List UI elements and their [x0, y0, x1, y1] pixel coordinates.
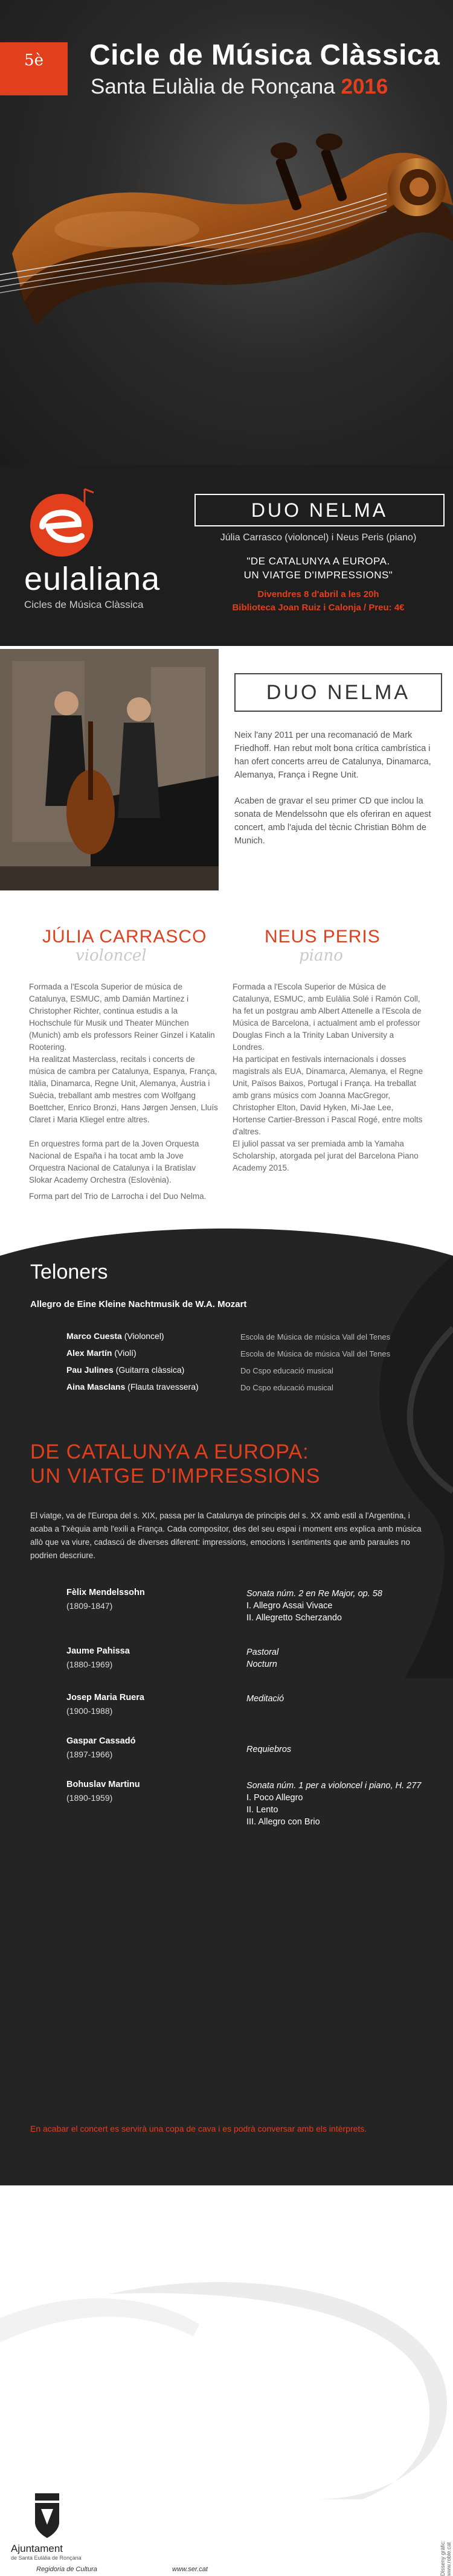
teloner-row: [66, 1331, 164, 1341]
teloner-school: Do Cspo educació musical: [240, 1383, 333, 1392]
hero-year: 2016: [341, 75, 388, 98]
teloner-row: [66, 1365, 184, 1375]
composer-dates: (1809-1847): [66, 1601, 113, 1611]
work-title: Pastoral: [246, 1648, 279, 1657]
neus-instrument: piano: [299, 947, 343, 965]
julia-name: JÚLIA CARRASCO: [42, 927, 207, 947]
teloner-name: Pau Julines: [66, 1365, 114, 1375]
teloner-school: Do Cspo educació musical: [240, 1366, 333, 1375]
work-movement: I. Allegro Assai Vivace: [246, 1601, 333, 1611]
concert-title: [194, 554, 442, 582]
regidoria-cultura: Regidoria de Cultura: [36, 2566, 97, 2573]
neus-bio-2: Ha participat en festivals internacionals i dosses magistrals als EUA, Dinamarca, Alemanya, el Regne Unit, Països Baixos, Portugal i França. Ha treballat amb grans músics com Joanna MacGregor, Christopher Elton, David Hyken, Mi-Jae Lee, Hortense Cartier-Bresson i Pascal Rogé, entre molts d'altres.: [233, 1055, 423, 1136]
teloner-instrument: (Violí): [114, 1348, 137, 1358]
julia-bio-4: Forma part del Trio de Larrocha i del Duo Nelma.: [29, 1192, 207, 1201]
teloner-instrument: (Violoncel): [124, 1331, 164, 1341]
neus-name: NEUS PERIS: [265, 927, 381, 947]
ajuntament-sub: de Santa Eulàlia de Ronçana: [11, 2555, 82, 2561]
intro-paragraph-2: Acaben de gravar el seu primer CD que inclou la sonata de Mendelssohn que els oferiran en aquest concert, amb l'ajuda del tècnic Christian Böhm de Munich.: [234, 796, 431, 846]
work-title: Sonata núm. 1 per a violoncel i piano, H. 277: [246, 1781, 422, 1791]
teloner-name: Aina Masclans: [66, 1382, 126, 1392]
intro-paragraph-1: Neix l'any 2011 per una recomanació de Mark Friedhoff. Han rebut molt bona crítica cambrística i han ofert concerts arreu de Catalunya, Dinamarca, Alemanya, França i Regne Unit.: [234, 730, 431, 780]
work-movement: II. Lento: [246, 1805, 278, 1815]
composer-name: Josep Maria Ruera: [66, 1693, 144, 1702]
work-details: [246, 1780, 421, 1828]
julia-bio-3: En orquestres forma part de la Joven Orquesta Nacional de España i ha tocat amb la Jove Orquestra Nacional de Catalunya i la Bratislav Slokar Academy Orchestra (Eslovènia).: [29, 1139, 199, 1184]
edition-number: 5: [24, 51, 34, 69]
work-title: Requiebros: [246, 1745, 292, 1754]
design-credit: Disseny gràfic: www.roble.cat: [440, 2540, 452, 2576]
program-title-line-1: DE CATALUNYA A EUROPA:: [30, 1440, 309, 1463]
work-movement: III. Allegro con Brio: [246, 1817, 320, 1827]
website-link[interactable]: www.ser.cat: [172, 2566, 208, 2573]
julia-instrument: violoncel: [76, 947, 147, 965]
neus-bio-1: Formada a l'Escola Superior de Música de Catalunya, ESMUC, amb Eulàlia Solé i Ramón Coll, ha fet un postgrau amb Albert Attenelle a l'Escola de Música de Barcelona, i actualment amb el professor Douglas Finch a la Trinity Laban University a Londres.: [233, 982, 422, 1052]
teloner-name: Alex Martín: [66, 1348, 112, 1358]
composer-name: Jaume Pahissa: [66, 1646, 130, 1656]
julia-bio-1: Formada a l'Escola Superior de música de Catalunya, ESMUC, amb Damián Martínez i Christopher Richter, continua estudis a la Hochschule für Musik und Theater München (Munich) amb els professors Reiner Ginzel i Katalin Rootering.: [29, 982, 215, 1052]
teloners-work: Allegro de Eine Kleine Nachtmusik de W.A. Mozart: [30, 1299, 247, 1309]
composer-dates: (1880-1969): [66, 1660, 113, 1669]
teloners-title: Teloners: [30, 1261, 108, 1283]
teloner-instrument: (Guitarra clàssica): [115, 1365, 185, 1375]
teloner-row: [66, 1348, 137, 1358]
decorative-swirl-icon: [0, 2270, 453, 2499]
intro-heading-box: DUO NELMA: [234, 673, 442, 712]
work-movement: Nocturn: [246, 1660, 277, 1669]
work-movement: II. Allegretto Scherzando: [246, 1613, 342, 1623]
work-details: [246, 1693, 284, 1705]
program-intro: El viatge, va de l'Europa del s. XIX, passa per la Catalunya de principis del s. XX amb estil a l'Argentina, i acaba a Txèquia amb l'exili a França. Cada compositor, des del seu espai i moment ens explica amb música allò que va viure, cadascú de diverses diferent: impressions, emocions i sentiments que amb paraules no podrien descriure.: [30, 1511, 422, 1560]
ajuntament-name: Ajuntament: [11, 2543, 63, 2554]
concert-title-line-2: UN VIATGE D'IMPRESSIONS": [243, 569, 393, 581]
edition-badge: [0, 42, 68, 95]
teloner-instrument: (Flauta travessera): [127, 1382, 199, 1392]
logo-name: eulaliana: [24, 561, 161, 597]
composer-name: Gaspar Cassadó: [66, 1736, 136, 1746]
work-movement: I. Poco Allegro: [246, 1793, 303, 1803]
teloner-row: [66, 1382, 199, 1392]
eulaliana-logo-icon: [24, 483, 103, 558]
work-title: Meditació: [246, 1694, 284, 1704]
composer-dates: (1890-1959): [66, 1793, 113, 1803]
program-section: [0, 1256, 453, 2185]
teloner-school: Escola de Música de música Vall del Tenes: [240, 1349, 391, 1358]
teloner-name: Marco Cuesta: [66, 1331, 122, 1341]
work-details: [246, 1588, 382, 1624]
logo-tagline: Cicles de Música Clàssica: [24, 599, 144, 610]
concert-venue-price: Biblioteca Joan Ruiz i Calonja / Preu: 4€: [232, 602, 405, 613]
composer-dates: (1900-1988): [66, 1706, 113, 1716]
hero-banner: [0, 0, 453, 465]
hero-subtitle: [91, 75, 447, 99]
teloner-school: Escola de Música de música Vall del Tenes: [240, 1332, 391, 1341]
coat-of-arms-icon: [29, 2493, 65, 2542]
composer-dates: (1897-1966): [66, 1750, 113, 1759]
hero-title: Cicle de Música Clàssica: [89, 39, 440, 71]
composer-name: Bohuslav Martinu: [66, 1780, 140, 1789]
program-title-line-2: UN VIATGE D'IMPRESSIONS: [30, 1465, 321, 1488]
work-details: [246, 1646, 278, 1670]
concert-date-venue: [194, 588, 442, 615]
hero-subtitle-town: Santa Eulàlia de Ronçana: [91, 75, 335, 98]
work-details: [246, 1743, 291, 1756]
group-name-box: DUO NELMA: [194, 494, 445, 526]
decorative-arc: [0, 1213, 453, 1256]
neus-bio-3: El juliol passat va ser premiada amb la Yamaha Scholarship, atorgada pel jurat del Barcelona Piano Academy 2015.: [233, 1139, 419, 1172]
concert-title-line-1: "DE CATALUNYA A EUROPA.: [246, 555, 390, 567]
composer-name: Fèlix Mendelssohn: [66, 1588, 145, 1597]
julia-bio-2: Ha realitzat Masterclass, recitals i concerts de música de cambra per Catalunya, Espanya, França, Itàlia, Dinamarca, Regne Unit, Alemanya, Àustria i Suècia, treballant amb mestres com Wolfgang Boettcher, Enrico Bronzi, Hans Jørgen Jensen, Lluís Claret i Maria Kliegel entre altres.: [29, 1055, 218, 1124]
program-note: En acabar el concert es servirà una copa de cava i es podrà conversar amb els intèrprets.: [30, 2124, 367, 2133]
edition-suffix: è: [34, 51, 43, 69]
program-title: [30, 1440, 423, 1488]
duo-photo: [0, 649, 219, 890]
performers-line: Júlia Carrasco (violoncel) i Neus Peris (piano): [220, 532, 417, 543]
work-title: Sonata núm. 2 en Re Major, op. 58: [246, 1589, 382, 1599]
concert-date: Divendres 8 d'abril a les 20h: [257, 589, 379, 599]
